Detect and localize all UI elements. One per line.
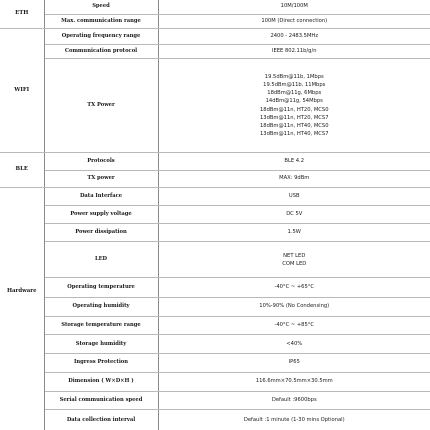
tx-power-wifi-values bbox=[158, 59, 430, 153]
data-collection-interval-label: Data collection interval bbox=[44, 410, 158, 430]
table-row bbox=[0, 44, 430, 58]
category-spacer bbox=[0, 410, 44, 430]
communication-protocol-value: IEEE 802.11b/g/n bbox=[158, 44, 430, 58]
operating-frequency-range-label: Operating frequency range bbox=[44, 29, 158, 44]
tx-power-ble-label: TX power bbox=[44, 170, 158, 188]
table-row bbox=[0, 335, 430, 354]
operating-humidity-value: 10%-90% (No Condensing) bbox=[158, 297, 430, 316]
category-spacer bbox=[0, 206, 44, 224]
tx-power-wifi-value: 14dBm@11g, 54Mbps bbox=[265, 98, 323, 105]
power-dissipation-label: Power dissipation bbox=[44, 223, 158, 242]
max-comm-range-label: Max. communication range bbox=[44, 14, 158, 28]
category-ble: BLE bbox=[0, 153, 44, 188]
category-eth: ETH bbox=[0, 0, 44, 29]
category-hardware-cell bbox=[0, 277, 44, 297]
table-row bbox=[0, 188, 430, 206]
tx-power-wifi-value: 18dBm@11n, HT40, MCS0 bbox=[259, 122, 329, 129]
power-supply-voltage-label: Power supply voltage bbox=[44, 206, 158, 224]
category-spacer bbox=[0, 297, 44, 316]
serial-comm-speed-label: Serial communication speed bbox=[44, 391, 158, 410]
tx-power-wifi-value: 13dBm@11n, HT40, MCS7 bbox=[259, 130, 329, 137]
table-row bbox=[0, 391, 430, 410]
led-label: LED bbox=[44, 242, 158, 277]
table-row bbox=[0, 410, 430, 430]
communication-protocol-label: Communication protocol bbox=[44, 44, 158, 58]
dimension-value: 116.6mm×70.5mm×30.5mm bbox=[158, 372, 430, 391]
serial-comm-speed-value: Default :9600bps bbox=[158, 391, 430, 410]
category-spacer bbox=[0, 188, 44, 206]
category-spacer bbox=[0, 391, 44, 410]
table-row bbox=[0, 297, 430, 316]
table-row bbox=[0, 29, 430, 44]
operating-frequency-range-value: 2400 - 2483.5MHz bbox=[158, 29, 430, 44]
table-row bbox=[0, 170, 430, 188]
power-dissipation-value: 1.5W bbox=[158, 223, 430, 242]
storage-temperature-range-label: Storage temperature range bbox=[44, 316, 158, 335]
led-value: NET LED bbox=[283, 252, 306, 259]
protocols-value: BLE 4.2 bbox=[158, 153, 430, 171]
table-row bbox=[0, 316, 430, 335]
tx-power-wifi-value: 13dBm@11n, HT20, MCS7 bbox=[259, 114, 329, 121]
data-interface-label: Data Interface bbox=[44, 188, 158, 206]
category-spacer bbox=[0, 316, 44, 335]
tx-power-wifi-value: 19.5dBm@11b, 1Mbps bbox=[264, 74, 324, 81]
data-interface-value: USB bbox=[158, 188, 430, 206]
storage-humidity-value: <40% bbox=[158, 335, 430, 354]
tx-power-wifi-value: 18dBm@11g, 6Mbps bbox=[267, 90, 322, 97]
speed-label: Speed bbox=[44, 0, 158, 14]
storage-humidity-label: Storage humidity bbox=[44, 335, 158, 354]
operating-humidity-label: Operating humidity bbox=[44, 297, 158, 316]
category-spacer bbox=[0, 372, 44, 391]
speed-value: 10M/100M bbox=[158, 0, 430, 14]
category-hardware: Hardware bbox=[6, 288, 37, 295]
tx-power-wifi-value: 18dBm@11n, HT20, MCS0 bbox=[259, 106, 329, 113]
ingress-protection-value: IP65 bbox=[158, 354, 430, 373]
led-values bbox=[158, 242, 430, 277]
storage-temperature-range-value: -40°C ~ +85°C bbox=[158, 316, 430, 335]
table-row bbox=[0, 277, 430, 297]
category-wifi: WIFI bbox=[0, 29, 44, 153]
data-collection-interval-value: Default :1 minute (1-30 mins Optional) bbox=[243, 416, 345, 423]
table-row bbox=[0, 153, 430, 171]
max-comm-range-value: 100M (Direct connection) bbox=[158, 14, 430, 28]
category-spacer bbox=[0, 223, 44, 242]
tx-power-ble-value: MAX: 9dBm bbox=[158, 170, 430, 188]
operating-temperature-value: -40°C ~ +65°C bbox=[158, 277, 430, 297]
table-row bbox=[0, 0, 430, 14]
table-row bbox=[0, 223, 430, 242]
led-value: COM LED bbox=[282, 260, 307, 267]
table-row bbox=[0, 206, 430, 224]
protocols-label: Protocols bbox=[44, 153, 158, 171]
table-row bbox=[0, 372, 430, 391]
ingress-protection-label: Ingress Protection bbox=[44, 354, 158, 373]
table-row bbox=[0, 59, 430, 153]
table-row bbox=[0, 354, 430, 373]
dimension-label: Dimension ( W×D×H ) bbox=[44, 372, 158, 391]
power-supply-voltage-value: DC 5V bbox=[158, 206, 430, 224]
tx-power-wifi-label: TX Power bbox=[44, 59, 158, 153]
table-row bbox=[0, 14, 430, 28]
tx-power-wifi-value: 19.5dBm@11b, 11Mbps bbox=[263, 82, 326, 89]
table-row bbox=[0, 242, 430, 277]
category-spacer bbox=[0, 354, 44, 373]
category-spacer bbox=[0, 335, 44, 354]
category-spacer bbox=[0, 242, 44, 277]
operating-temperature-label: Operating temperature bbox=[44, 277, 158, 297]
